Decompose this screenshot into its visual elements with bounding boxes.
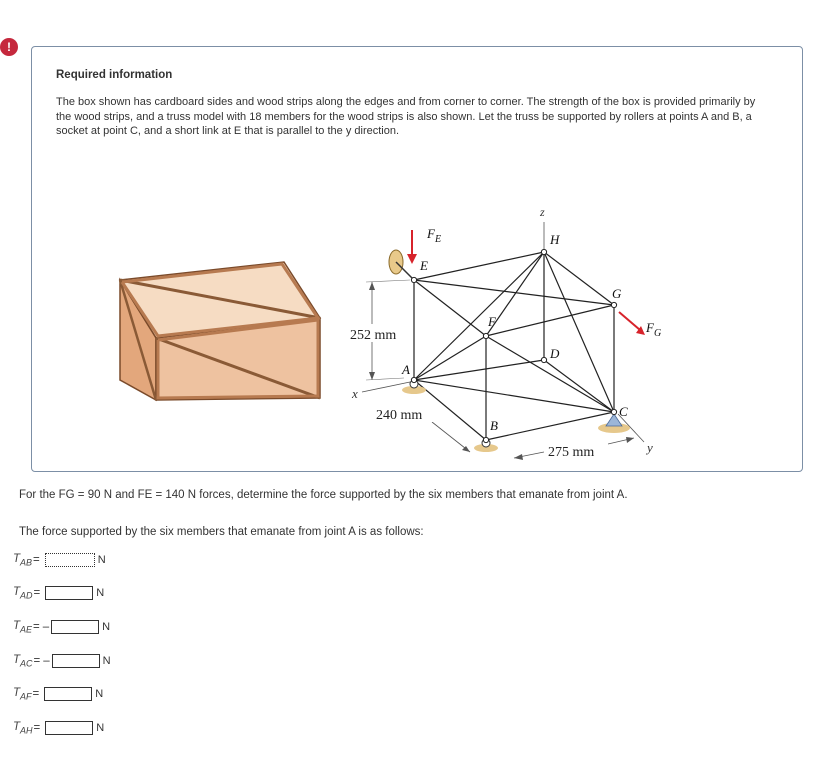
answer-input-TAF[interactable] — [44, 687, 92, 701]
answer-label-TAC: $T_{AC}$ — [13, 653, 33, 669]
answer-label-TAH: $T_{AH}$ — [13, 720, 33, 736]
equals-sign: = — [33, 554, 40, 566]
joint-label-E: E — [420, 258, 428, 273]
answer-row-TAF — [13, 685, 103, 703]
x-axis-label: x — [352, 386, 358, 401]
answer-label-TAF: $T_{AF}$ — [13, 686, 32, 702]
force-arrow-FE — [407, 230, 417, 264]
dim-depth-label: 240 mm — [376, 408, 423, 423]
answer-input-TAH[interactable] — [45, 721, 93, 735]
joint-label-H: H — [550, 232, 560, 247]
joints — [411, 249, 616, 442]
answer-input-TAC[interactable] — [52, 654, 100, 668]
cardboard-box-illustration — [120, 262, 320, 400]
force-label-FG: $F_G$ — [646, 320, 662, 339]
answer-row-TAD — [13, 584, 104, 602]
info-text: The box shown has cardboard sides and wood strips along the edges and from corner to corner. The strength of the box is provided primarily by the wood strips, and a truss model with 18 members for the wood strips is also shown. Let the truss be supported by rollers at points A and B, a socket at point C, and a short link at E that is parallel to the y direction. — [56, 96, 756, 137]
answer-input-TAB[interactable] — [45, 553, 95, 567]
answer-row-TAB — [13, 551, 106, 569]
joint-label-A: A — [402, 362, 410, 377]
answer-row-TAH — [13, 719, 104, 737]
dim-width-label: 275 mm — [548, 445, 595, 460]
force-label-FE: $F_E$ — [427, 226, 442, 245]
info-card — [31, 46, 803, 472]
unit-label: N — [96, 587, 105, 599]
force-arrow-FG — [619, 312, 645, 335]
question-subtext: The force supported by the six members that emanate from joint A is as follows: — [19, 526, 424, 538]
truss-members — [414, 252, 614, 440]
equals-sign: = — [33, 655, 41, 667]
joint-label-G: G — [612, 286, 622, 301]
unit-label: N — [102, 655, 111, 667]
unit-label: N — [96, 722, 105, 734]
unit-label: N — [95, 688, 104, 700]
joint-label-B: B — [490, 418, 498, 433]
dimension-depth — [372, 405, 470, 452]
dimension-height — [346, 280, 410, 380]
joint-label-F: F — [488, 314, 496, 329]
equals-sign: = — [33, 621, 40, 633]
answer-label-TAD: $T_{AD}$ — [13, 585, 33, 601]
negative-sign: – — [42, 621, 50, 633]
truss-figure — [114, 202, 694, 472]
answer-input-TAE[interactable] — [51, 620, 99, 634]
equals-sign: = — [33, 587, 41, 599]
answer-input-TAD[interactable] — [45, 586, 93, 600]
answer-row-TAE — [13, 618, 110, 636]
answer-row-TAC — [13, 652, 111, 670]
question-text: For the FG = 90 N and FE = 140 N forces, determine the force supported by the six members that emanate from joint A. — [19, 489, 628, 501]
equals-sign: = — [32, 688, 40, 700]
negative-sign: – — [43, 655, 50, 667]
unit-label: N — [97, 554, 106, 566]
y-axis-label: y — [647, 440, 653, 455]
joint-label-D: D — [550, 346, 560, 361]
answer-label-TAB: $T_{AB}$ — [13, 552, 33, 568]
z-axis-label: z — [540, 205, 545, 219]
equals-sign: = — [33, 722, 41, 734]
dimension-width — [514, 437, 634, 460]
joint-label-C: C — [619, 404, 628, 419]
info-title: Required information — [56, 69, 173, 81]
answer-label-TAE: $T_{AE}$ — [13, 619, 33, 635]
alert-icon: ! — [0, 38, 18, 56]
dim-height-label: 252 mm — [350, 328, 397, 343]
unit-label: N — [102, 621, 111, 633]
